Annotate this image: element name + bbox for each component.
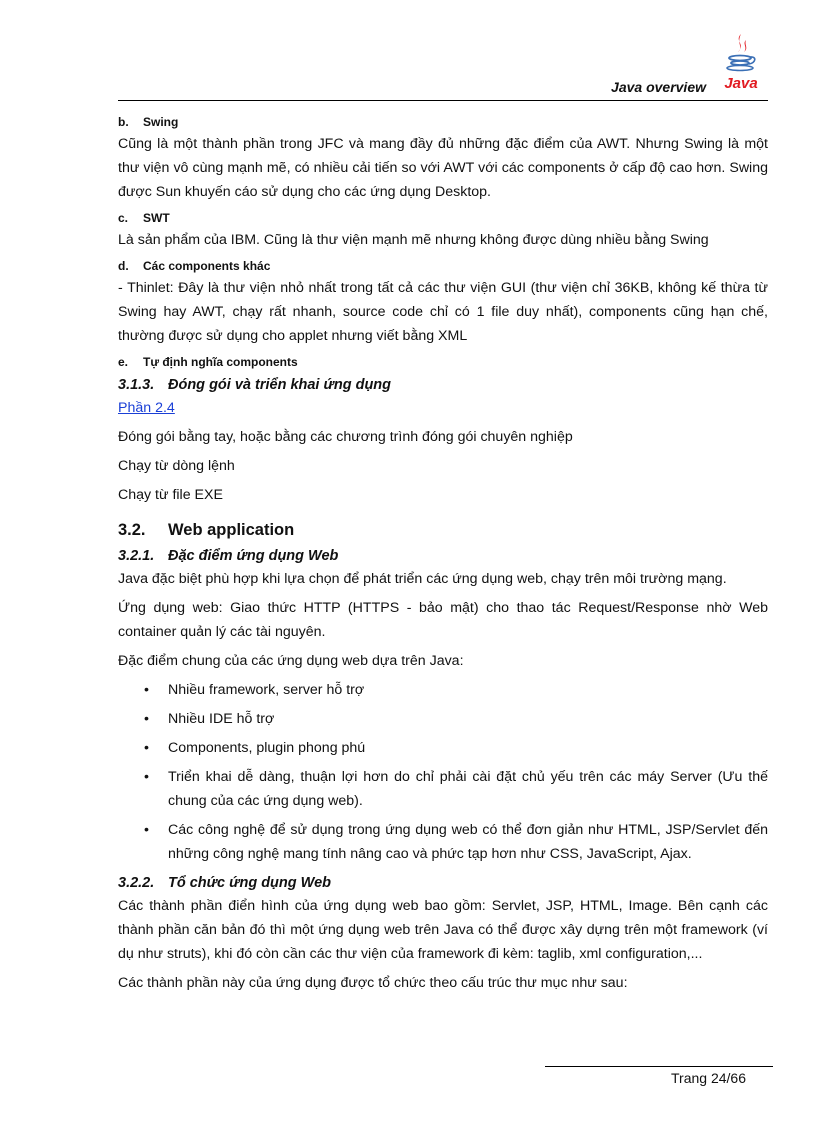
header-title: Java overview (611, 79, 706, 95)
paragraph-web-java: Java đặc biệt phù hợp khi lựa chọn để phát triển các ứng dụng web, chạy trên môi trường mạng. (118, 571, 727, 587)
footer-divider (545, 1066, 773, 1067)
paragraph-packaging: Đóng gói bằng tay, hoặc bằng các chương trình đóng gói chuyên nghiệp (118, 429, 573, 445)
subsection-heading-c: c. SWT (118, 211, 170, 225)
paragraph-other-components: - Thinlet: Đây là thư viện nhỏ nhất trong tất cả các thư viện GUI (thư viện chỉ 36KB, không kế thừa từ Swing hay AWT, chạy rất nhanh, source code chỉ có 1 file duy nhất), components cũng hạn chế, thường được sử dụng cho applet nhưng viết bằng XML (118, 280, 768, 344)
list-item: • Triển khai dễ dàng, thuận lợi hơn do chỉ phải cài đặt chủ yếu trên các máy Server (Ưu thế chung của các ứng dụng web). (118, 765, 768, 813)
page-number: Trang 24/66 (671, 1070, 746, 1086)
bullet-icon: • (144, 822, 149, 838)
page-content (118, 108, 768, 995)
java-logo-text: Java (724, 75, 758, 92)
subsection-heading-e: e. Tự định nghĩa components (118, 355, 298, 369)
bullet-icon: • (144, 769, 149, 785)
paragraph-exe: Chạy từ file EXE (118, 487, 223, 503)
bullet-icon: • (144, 682, 149, 698)
paragraph-folder-structure: Các thành phần này của ứng dụng được tổ chức theo cấu trúc thư mục như sau: (118, 975, 628, 991)
list-item: • Components, plugin phong phú (118, 736, 768, 760)
subsection-heading-d: d. Các components khác (118, 259, 271, 273)
paragraph-web-http: Ứng dụng web: Giao thức HTTP (HTTPS - bảo mật) cho thao tác Request/Response nhờ Web container quản lý các tài nguyên. (118, 600, 768, 640)
bullet-icon: • (144, 740, 149, 756)
section-2-4-link[interactable]: Phần 2.4 (118, 400, 175, 416)
paragraph-swing: Cũng là một thành phần trong JFC và mang đầy đủ những đặc điểm của AWT. Nhưng Swing là một thư viện vô cùng mạnh mẽ, có nhiều cải tiến so với AWT với các components ở cấp độ cao hơn. Swing được Sun khuyến cáo sử dụng cho các ứng dụng Desktop. (118, 136, 768, 200)
list-item: • Nhiều IDE hỗ trợ (118, 707, 768, 731)
section-heading-3-2-1: 3.2.1. Đặc điểm ứng dụng Web (118, 548, 339, 564)
paragraph-web-features: Đặc điểm chung của các ứng dụng web dựa trên Java: (118, 653, 464, 669)
paragraph-web-components: Các thành phần điển hình của ứng dụng web bao gồm: Servlet, JSP, HTML, Image. Bên cạnh các thành phần căn bản đó thì một ứng dụng web trên Java có thể được xây dựng trên một framework (ví dụ như struts), khi đó còn cần các thư viện của framework đi kèm: taglib, xml configuration,... (118, 898, 768, 962)
paragraph-swt: Là sản phẩm của IBM. Cũng là thư viện mạnh mẽ nhưng không được dùng nhiều bằng Swing (118, 232, 709, 248)
section-heading-3-2-2: 3.2.2. Tổ chức ứng dụng Web (118, 875, 332, 891)
paragraph-cmdline: Chạy từ dòng lệnh (118, 458, 235, 474)
section-heading-3-2: 3.2. Web application (118, 521, 295, 539)
list-item: • Các công nghệ để sử dụng trong ứng dụng web có thể đơn giản như HTML, JSP/Servlet đến những công nghệ mang tính nâng cao và phức tạp hơn như CSS, JavaScript, Ajax. (118, 818, 768, 866)
list-item: • Nhiều framework, server hỗ trợ (118, 678, 768, 702)
header-divider (118, 100, 768, 101)
feature-list (118, 678, 768, 866)
bullet-icon: • (144, 711, 149, 727)
section-heading-3-1-3: 3.1.3. Đóng gói và triển khai ứng dụng (118, 377, 392, 393)
subsection-heading-b: b. Swing (118, 115, 179, 129)
java-logo-icon (722, 32, 760, 94)
